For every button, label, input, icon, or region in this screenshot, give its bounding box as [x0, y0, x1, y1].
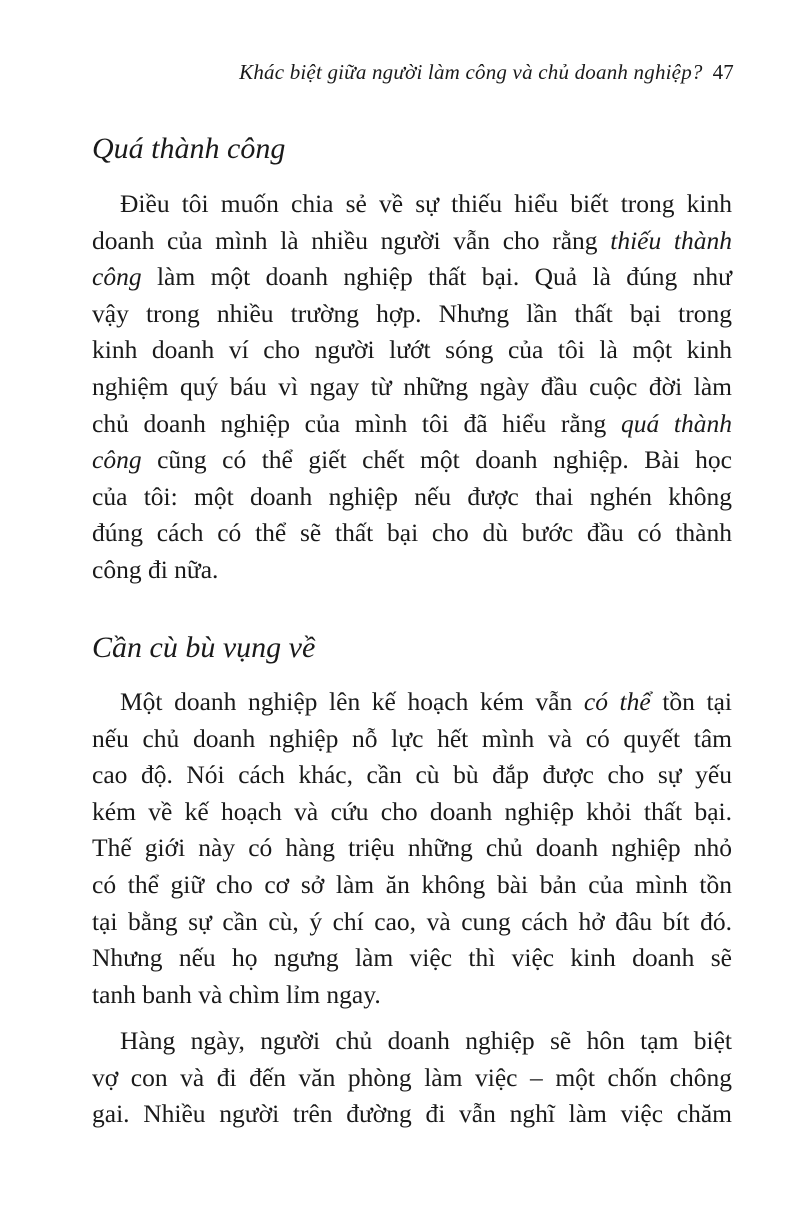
- text-line: vậy trong nhiều trường hợp. Nhưng lần thất bại trong: [92, 298, 732, 328]
- text-line: công cũng có thể giết chết một doanh nghiệp. Bài học: [92, 445, 732, 475]
- text-line: kém về kế hoạch và cứu cho doanh nghiệp khỏi thất bại.: [92, 796, 732, 826]
- page-number: 47: [712, 60, 734, 84]
- text-line: vợ con và đi đến văn phòng làm việc – một chốn chông: [92, 1062, 732, 1092]
- text-line: công đi nữa.: [92, 554, 219, 584]
- running-head: [239, 60, 734, 85]
- text-line: công làm một doanh nghiệp thất bại. Quả là đúng như: [92, 262, 732, 292]
- paragraph-1: [92, 186, 732, 589]
- text-line: Nhưng nếu họ ngưng làm việc thì việc kinh doanh sẽ: [92, 943, 732, 973]
- text-line: đúng cách có thể sẽ thất bại cho dù bước đầu có thành: [92, 518, 732, 548]
- text-line: cao độ. Nói cách khác, cần cù bù đắp được cho sự yếu: [92, 760, 732, 790]
- text-line: nếu chủ doanh nghiệp nỗ lực hết mình và có quyết tâm: [92, 723, 732, 753]
- emphasis: thiếu thành: [610, 225, 732, 255]
- text-line: chủ doanh nghiệp của mình tôi đã hiểu rằng quá thành: [92, 408, 732, 438]
- text-line: có thể giữ cho cơ sở làm ăn không bài bản của mình tồn: [92, 869, 732, 899]
- text-line: Một doanh nghiệp lên kế hoạch kém vẫn có thể tồn tại: [120, 687, 732, 716]
- emphasis: quá thành: [620, 408, 732, 438]
- text-line: Hàng ngày, người chủ doanh nghiệp sẽ hôn tạm biệt: [120, 1026, 732, 1055]
- text-line: tại bằng sự cần cù, ý chí cao, và cung cách hở đâu bít đó.: [92, 906, 732, 936]
- emphasis: có thể: [583, 687, 651, 716]
- text-line: doanh của mình là nhiều người vẫn cho rằng thiếu thành: [92, 225, 732, 255]
- text-line: kinh doanh ví cho người lướt sóng của tôi là một kinh: [92, 335, 732, 365]
- section-heading-1: Quá thành công: [92, 132, 286, 165]
- text-line: Điều tôi muốn chia sẻ về sự thiếu hiểu biết trong kinh: [120, 189, 732, 218]
- section-heading-2: Cần cù bù vụng về: [92, 631, 316, 664]
- text-line: gai. Nhiều người trên đường đi vẫn nghĩ làm việc chăm: [92, 1099, 732, 1129]
- paragraph-3: [92, 1023, 732, 1133]
- emphasis: công: [92, 262, 142, 292]
- emphasis: công: [92, 445, 142, 475]
- text-line: của tôi: một doanh nghiệp nếu được thai nghén không: [92, 481, 732, 511]
- text-line: tanh banh và chìm lỉm ngay.: [92, 979, 381, 1009]
- text-line: nghiệm quý báu vì ngay từ những ngày đầu cuộc đời làm: [92, 371, 732, 401]
- paragraph-2: [92, 684, 732, 1013]
- running-head-title: Khác biệt giữa người làm công và chủ doanh nghiệp?: [239, 60, 703, 84]
- text-line: Thế giới này có hàng triệu những chủ doanh nghiệp nhỏ: [92, 833, 732, 863]
